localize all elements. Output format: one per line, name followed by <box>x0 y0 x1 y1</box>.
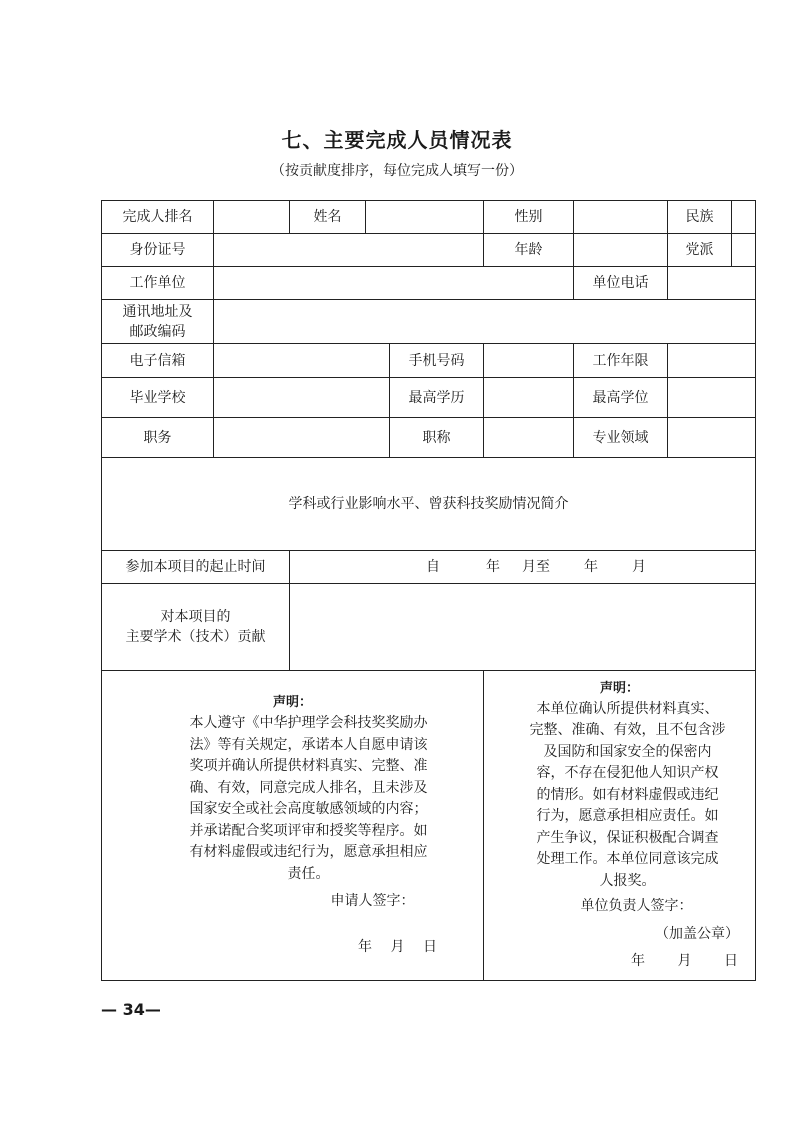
period-from: 自 <box>426 559 440 575</box>
party-label: 党派 <box>668 234 732 267</box>
period-month-to: 月至 <box>522 559 550 575</box>
email-field[interactable] <box>214 344 390 378</box>
position-label: 职务 <box>102 418 214 458</box>
address-label <box>102 300 214 344</box>
field-field[interactable] <box>668 418 756 458</box>
unit-declaration <box>484 671 756 981</box>
declaration-line: 的情形。如有材料虚假或违纪 <box>536 786 719 803</box>
form-row <box>102 378 756 418</box>
age-field[interactable] <box>574 234 668 267</box>
declaration-line: 及国防和国家安全的保密内 <box>543 743 712 760</box>
personnel-form-table <box>101 200 756 981</box>
years-field[interactable] <box>668 344 756 378</box>
name-field[interactable] <box>366 201 484 234</box>
declaration-line: 国家安全或社会高度敏感领域的内容； <box>189 801 428 817</box>
contribution-field[interactable] <box>290 584 756 671</box>
page-number: — 34— <box>101 1000 161 1019</box>
gender-field[interactable] <box>574 201 668 234</box>
education-label: 最高学历 <box>390 378 484 418</box>
school-field[interactable] <box>214 378 390 418</box>
influence-label: 学科或行业影响水平、曾获科技奖励情况简介 <box>288 496 569 512</box>
contribution-label-line: 对本项目的 <box>160 609 231 625</box>
school-label: 毕业学校 <box>102 378 214 418</box>
declaration-title: 声明： <box>272 695 312 710</box>
period-label: 参加本项目的起止时间 <box>102 551 290 584</box>
declaration-body <box>490 699 749 893</box>
form-row <box>102 551 756 584</box>
title-field[interactable] <box>484 418 574 458</box>
address-label-line: 邮政编码 <box>129 323 186 340</box>
employer-field[interactable] <box>214 267 574 300</box>
form-row <box>102 344 756 378</box>
declaration-title: 声明： <box>599 680 639 696</box>
rank-label: 完成人排名 <box>102 201 214 234</box>
ethnicity-label: 民族 <box>668 201 732 234</box>
form-row <box>102 234 756 267</box>
employer-label: 工作单位 <box>102 267 214 300</box>
declaration-line: 奖项并确认所提供材料真实、完整、准 <box>189 758 428 774</box>
form-row <box>102 584 756 671</box>
form-row <box>102 201 756 234</box>
address-field[interactable] <box>214 300 756 344</box>
ethnicity-field[interactable] <box>732 201 756 234</box>
age-label: 年龄 <box>484 234 574 267</box>
form-row <box>102 418 756 458</box>
years-label: 工作年限 <box>574 344 668 378</box>
form-row <box>102 458 756 551</box>
declaration-line: 法》等有关规定，承诺本人自愿申请该 <box>189 736 428 753</box>
period-field[interactable] <box>290 551 756 584</box>
declaration-line: 有材料虚假或违纪行为，愿意承担相应 <box>189 844 428 860</box>
form-row <box>102 267 756 300</box>
applicant-signature[interactable]: 申请人签字： <box>330 893 415 909</box>
declaration-line: 完整、准确、有效，且不包含涉 <box>529 722 726 738</box>
declaration-line: 责任。 <box>287 865 330 882</box>
declaration-line: 行为，愿意承担相应责任。如 <box>536 808 719 824</box>
period-year: 年 <box>584 559 598 575</box>
position-field[interactable] <box>214 418 390 458</box>
form-row <box>102 300 756 344</box>
degree-label: 最高学位 <box>574 378 668 418</box>
declaration-line: 处理工作。本单位同意该完成 <box>536 851 719 867</box>
period-year: 年 <box>486 559 500 575</box>
title-label: 职称 <box>390 418 484 458</box>
name-label: 姓名 <box>290 201 366 234</box>
applicant-date[interactable]: 年 月 日 <box>358 938 437 955</box>
declaration-line: 容，不存在侵犯他人知识产权 <box>536 765 719 781</box>
declaration-line: 人报奖。 <box>599 872 656 889</box>
mobile-label: 手机号码 <box>390 344 484 378</box>
employer-phone-label: 单位电话 <box>574 267 668 300</box>
declaration-body <box>108 713 477 885</box>
gender-label: 性别 <box>484 201 574 234</box>
page-title: 七、主要完成人员情况表 <box>281 128 513 152</box>
form-row <box>102 671 756 981</box>
employer-phone-field[interactable] <box>668 267 756 300</box>
official-seal: （加盖公章） <box>655 925 739 942</box>
field-label: 专业领域 <box>574 418 668 458</box>
party-field[interactable] <box>732 234 756 267</box>
influence-section[interactable] <box>102 458 756 551</box>
unit-head-signature[interactable]: 单位负责人签字： <box>580 898 693 914</box>
degree-field[interactable] <box>668 378 756 418</box>
period-month: 月 <box>632 559 646 575</box>
id-field[interactable] <box>214 234 484 267</box>
declaration-line: 本人遵守《中华护理学会科技奖奖励办 <box>189 715 428 731</box>
contribution-label-line: 主要学术（技术）贡献 <box>125 629 266 645</box>
education-field[interactable] <box>484 378 574 418</box>
declaration-line: 产生争议，保证积极配合调查 <box>536 829 719 846</box>
email-label: 电子信箱 <box>102 344 214 378</box>
unit-date[interactable]: 年 月 日 <box>631 953 738 969</box>
mobile-field[interactable] <box>484 344 574 378</box>
declaration-line: 确、有效，同意完成人排名，且未涉及 <box>189 779 428 796</box>
rank-field[interactable] <box>214 201 290 234</box>
declaration-line: 并承诺配合奖项评审和授奖等程序。如 <box>189 822 428 839</box>
declaration-line: 本单位确认所提供材料真实、 <box>536 700 719 717</box>
page-subtitle: （按贡献度排序，每位完成人填写一份） <box>271 163 523 179</box>
id-label: 身份证号 <box>102 234 214 267</box>
contribution-label <box>102 584 290 671</box>
address-label-line: 通讯地址及 <box>122 303 193 320</box>
applicant-declaration <box>102 671 484 981</box>
